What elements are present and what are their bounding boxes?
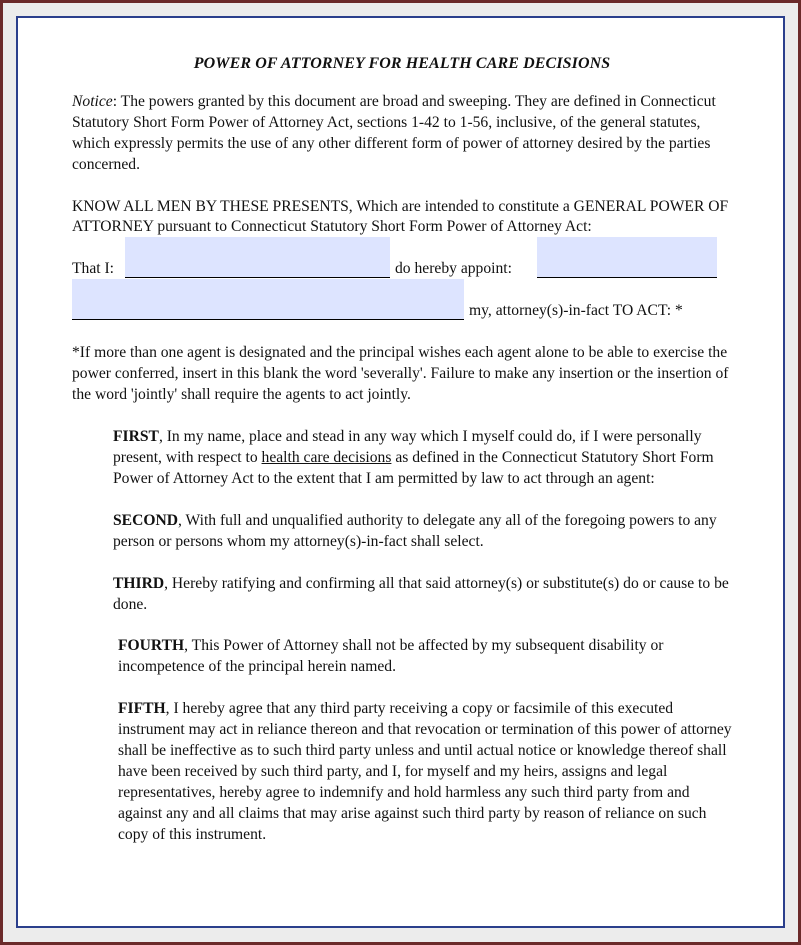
principal-name-field[interactable]: [125, 237, 390, 278]
third-paragraph: [72, 574, 732, 616]
first-text-b: as defined in the Connecticut Statutory Short Form Power of Attorney Act to the extent that I am permitted by law to act through an agent:: [113, 448, 714, 487]
document-content: [72, 54, 732, 867]
third-label: THIRD: [113, 574, 165, 592]
document-title: POWER OF ATTORNEY FOR HEALTH CARE DECISIONS: [193, 55, 611, 72]
principal-row: [72, 238, 732, 280]
first-text-a: , In my name, place and stead in any way which I myself could do, if I were personally present, with respect to: [113, 428, 702, 466]
agent-name-field[interactable]: [537, 237, 717, 278]
document-frame: [3, 3, 798, 942]
second-label: SECOND: [113, 511, 178, 529]
second-text: , With full and unqualified authority to delegate any all of the foregoing powers to any person or persons whom my attorney(s)-in-fact shall select.: [113, 511, 717, 550]
attorney-row: [72, 280, 732, 322]
health-care-decisions-link: health care decisions: [261, 448, 392, 466]
fourth-paragraph: [72, 636, 732, 678]
notice-label: Notice: [72, 92, 113, 110]
that-i-label: That I:: [72, 260, 114, 278]
fifth-text: , I hereby agree that any third party receiving a copy or facsimile of this executed instrument may act in reliance thereon and that revocation or termination of this power of attorney shall be ineffective as to such third party unless and until actual notice or knowledge thereof shall have been received by such third party, and I, for myself and my heirs, assigns and legal representatives, hereby agree to indemnify and hold harmless any such third party from and against any and all claims that may arise against such third party by reason of reliance on such copy of this instrument.: [118, 700, 732, 843]
attorney-label: my, attorney(s)-in-fact TO ACT: *: [469, 302, 683, 320]
third-text: , Hereby ratifying and confirming all that said attorney(s) or substitute(s) do or cause to be done.: [113, 574, 729, 613]
fifth-paragraph: [72, 699, 732, 845]
second-paragraph: [72, 511, 732, 553]
appoint-label: do hereby appoint:: [395, 260, 512, 278]
fourth-label: FOURTH: [118, 637, 185, 655]
attorney-designation-field[interactable]: [72, 279, 464, 320]
fifth-label: FIFTH: [118, 700, 166, 718]
document-page: [16, 16, 785, 928]
first-label: FIRST: [113, 428, 159, 446]
fourth-text: , This Power of Attorney shall not be affected by my subsequent disability or incompetence of the principal herein named.: [118, 637, 664, 676]
first-paragraph: [72, 427, 732, 490]
asterisk-note: *If more than one agent is designated and the principal wishes each agent alone to be able to exercise the power conferred, insert in this blank the word 'severally'. Failure to make any insertion or the insertion of the word 'jointly' shall require the agents to act jointly.: [72, 344, 729, 404]
notice-text: : The powers granted by this document are broad and sweeping. They are defined in Connecticut Statutory Short Form Power of Attorney Act, sections 1-42 to 1-56, inclusive, of the general statutes, which expressly permits the use of any other different form of power of attorney desired by the parties concerned.: [72, 92, 716, 173]
know-all-paragraph: KNOW ALL MEN BY THESE PRESENTS, Which are intended to constitute a GENERAL POWER OF ATTORNEY pursuant to Connecticut Statutory Short Form Power of Attorney Act:: [72, 197, 729, 236]
notice-paragraph: [72, 92, 732, 176]
